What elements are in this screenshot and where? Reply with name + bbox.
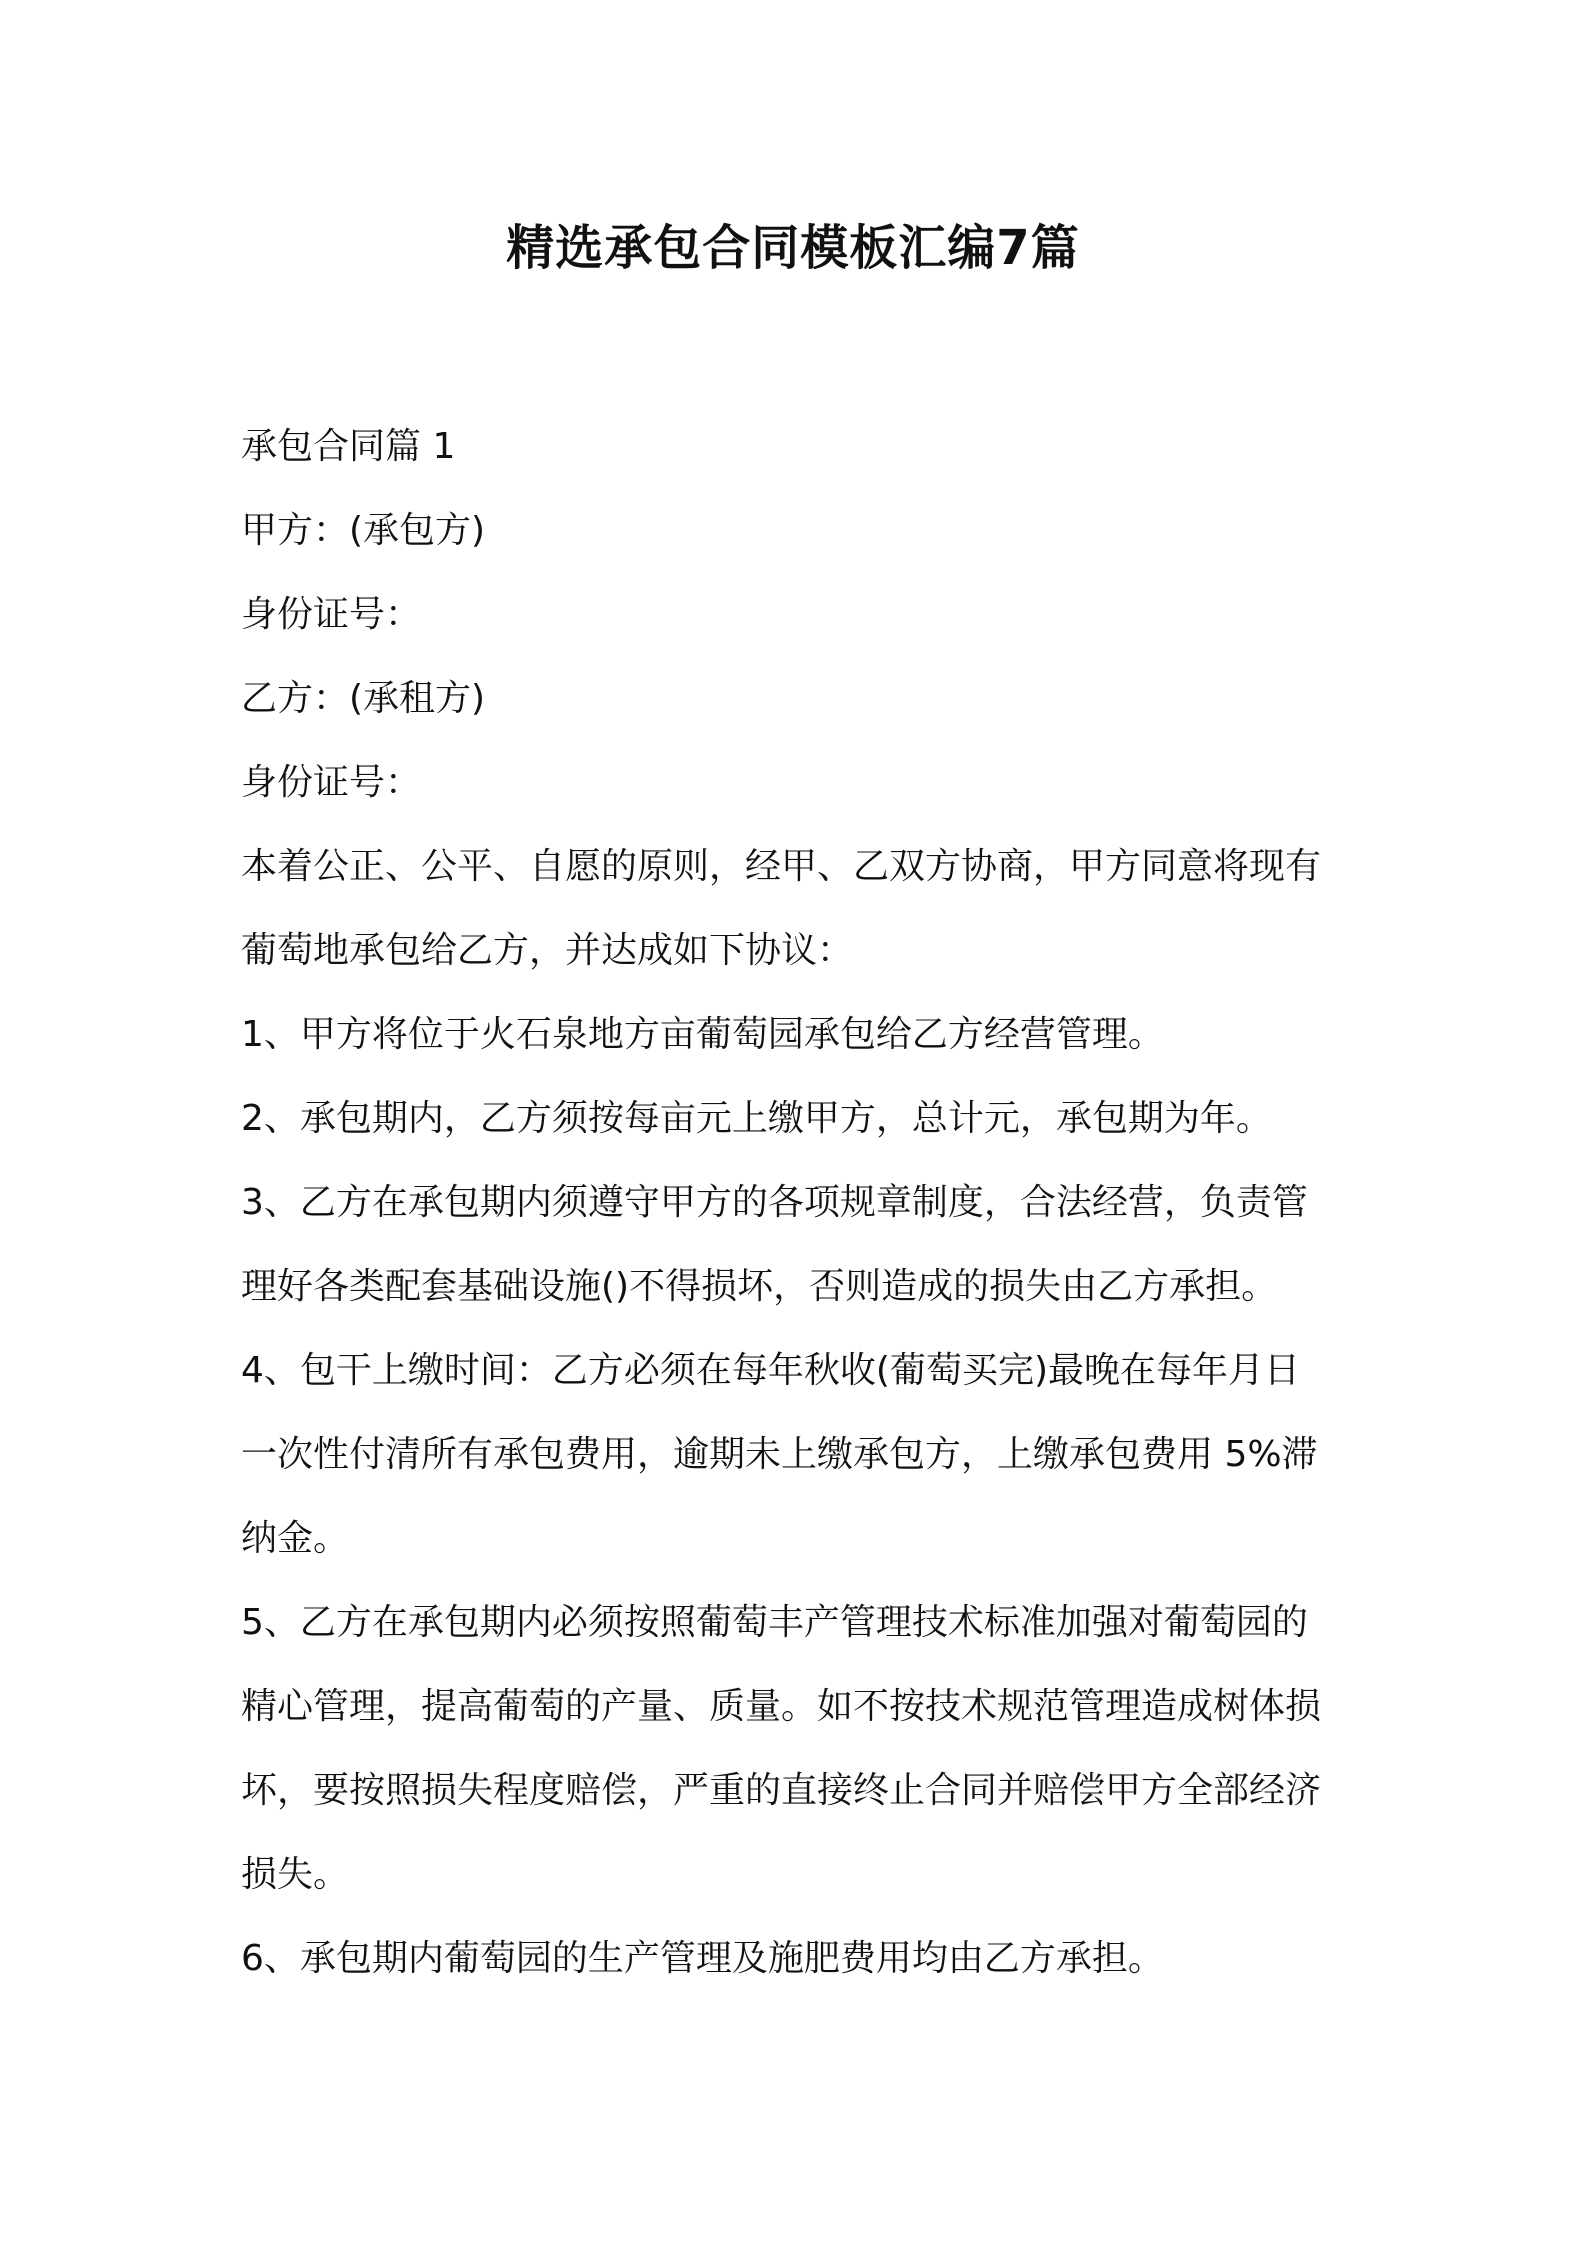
paragraph xyxy=(241,825,1356,993)
document-body xyxy=(241,405,1356,2001)
paragraph xyxy=(241,993,1356,1077)
paragraph-line: 身份证号： xyxy=(241,594,422,635)
paragraph-line: 乙方：(承租方) xyxy=(241,678,486,719)
paragraph-line: 4、包干上缴时间：乙方必须在每年秋收(葡萄买完)最晚在每年月日 xyxy=(241,1350,1300,1391)
paragraph xyxy=(241,1581,1356,1917)
paragraph-line: 甲方：(承包方) xyxy=(241,510,486,551)
paragraph xyxy=(241,1077,1356,1161)
paragraph xyxy=(241,657,1356,741)
paragraph xyxy=(241,405,1356,489)
paragraph-line: 3、乙方在承包期内须遵守甲方的各项规章制度，合法经营，负责管 xyxy=(241,1182,1308,1223)
paragraph-line: 5、乙方在承包期内必须按照葡萄丰产管理技术标准加强对葡萄园的 xyxy=(241,1602,1308,1643)
paragraph-line: 身份证号： xyxy=(241,762,422,803)
paragraph-line: 葡萄地承包给乙方，并达成如下协议： xyxy=(241,930,854,971)
paragraph-line: 6、承包期内葡萄园的生产管理及施肥费用均由乙方承担。 xyxy=(241,1938,1164,1979)
paragraph-line: 纳金。 xyxy=(241,1518,350,1559)
paragraph-line: 坏，要按照损失程度赔偿，严重的直接终止合同并赔偿甲方全部经济 xyxy=(241,1770,1322,1811)
paragraph-line: 本着公正、公平、自愿的原则，经甲、乙双方协商，甲方同意将现有 xyxy=(241,846,1322,887)
paragraph-line: 承包合同篇 1 xyxy=(241,426,456,467)
paragraph-line: 2、承包期内，乙方须按每亩元上缴甲方，总计元，承包期为年。 xyxy=(241,1098,1272,1139)
paragraph xyxy=(241,741,1356,825)
paragraph-line: 一次性付清所有承包费用，逾期未上缴承包方，上缴承包费用 5%滞 xyxy=(241,1434,1318,1475)
paragraph-line: 精心管理，提高葡萄的产量、质量。如不按技术规范管理造成树体损 xyxy=(241,1686,1322,1727)
document-title: 精选承包合同模板汇编7篇 xyxy=(506,220,1080,276)
paragraph xyxy=(241,1329,1356,1581)
paragraph-line: 损失。 xyxy=(241,1854,350,1895)
paragraph-line: 理好各类配套基础设施()不得损坏，否则造成的损失由乙方承担。 xyxy=(241,1266,1278,1307)
paragraph xyxy=(241,573,1356,657)
paragraph-line: 1、甲方将位于火石泉地方亩葡萄园承包给乙方经营管理。 xyxy=(241,1014,1164,1055)
paragraph xyxy=(241,1161,1356,1329)
paragraph xyxy=(241,489,1356,573)
paragraph xyxy=(241,1917,1356,2001)
